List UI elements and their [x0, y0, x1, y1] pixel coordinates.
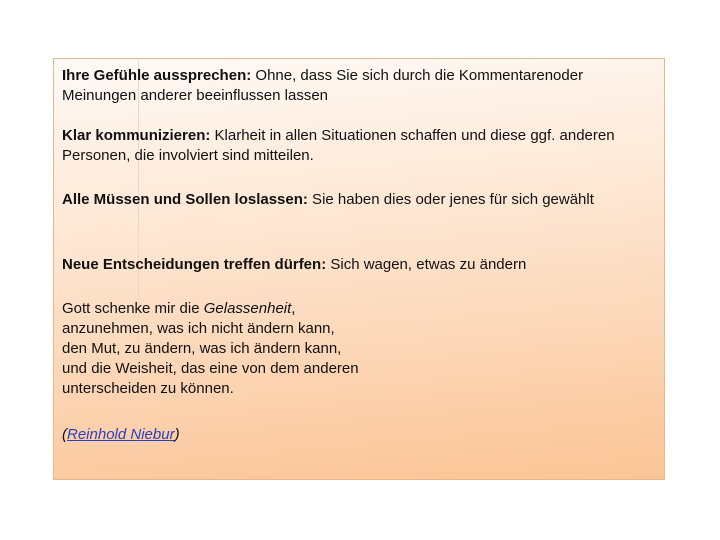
prayer-line-4: und die Weisheit, das eine von dem anderen: [62, 360, 359, 377]
item-label: Alle Müssen und Sollen loslassen:: [62, 191, 308, 208]
slide-content: [62, 66, 652, 445]
item-text: Klarheit in allen Situationen schaffen und diese ggf. anderen Personen, die involviert sind mitteilen.: [62, 127, 615, 164]
prayer-line-3: den Mut, zu ändern, was ich ändern kann,: [62, 340, 342, 357]
citation: [62, 425, 652, 445]
prayer-emphasis: Gelassenheit: [203, 300, 292, 317]
prayer-line-2: anzunehmen, was ich nicht ändern kann,: [62, 320, 335, 337]
prayer-line-1-suffix: ,: [291, 300, 296, 317]
item-label: Klar kommunizieren:: [62, 127, 211, 144]
item-text: Sich wagen, etwas zu ändern: [326, 256, 527, 273]
prayer-line-1: [62, 299, 652, 319]
item-label: Ihre Gefühle aussprechen:: [62, 67, 252, 84]
serenity-prayer: [62, 299, 652, 399]
author-link[interactable]: Reinhold Niebur: [67, 426, 175, 443]
prayer-line-1-prefix: Gott schenke mir die: [62, 300, 204, 317]
item-let-go: [62, 190, 652, 210]
prayer-line-5: unterscheiden zu können.: [62, 380, 234, 397]
item-text: Sie haben dies oder jenes für sich gewählt: [307, 191, 594, 208]
item-label: Neue Entscheidungen treffen dürfen:: [62, 256, 327, 273]
item-text: Ohne, dass Sie sich durch die Kommentarenoder Meinungen anderer beeinflussen lassen: [62, 67, 584, 104]
citation-close: ): [174, 426, 180, 443]
item-feelings: [62, 66, 652, 106]
citation-open: (: [62, 426, 67, 443]
item-decisions: [62, 255, 652, 275]
item-communicate: [62, 126, 652, 166]
